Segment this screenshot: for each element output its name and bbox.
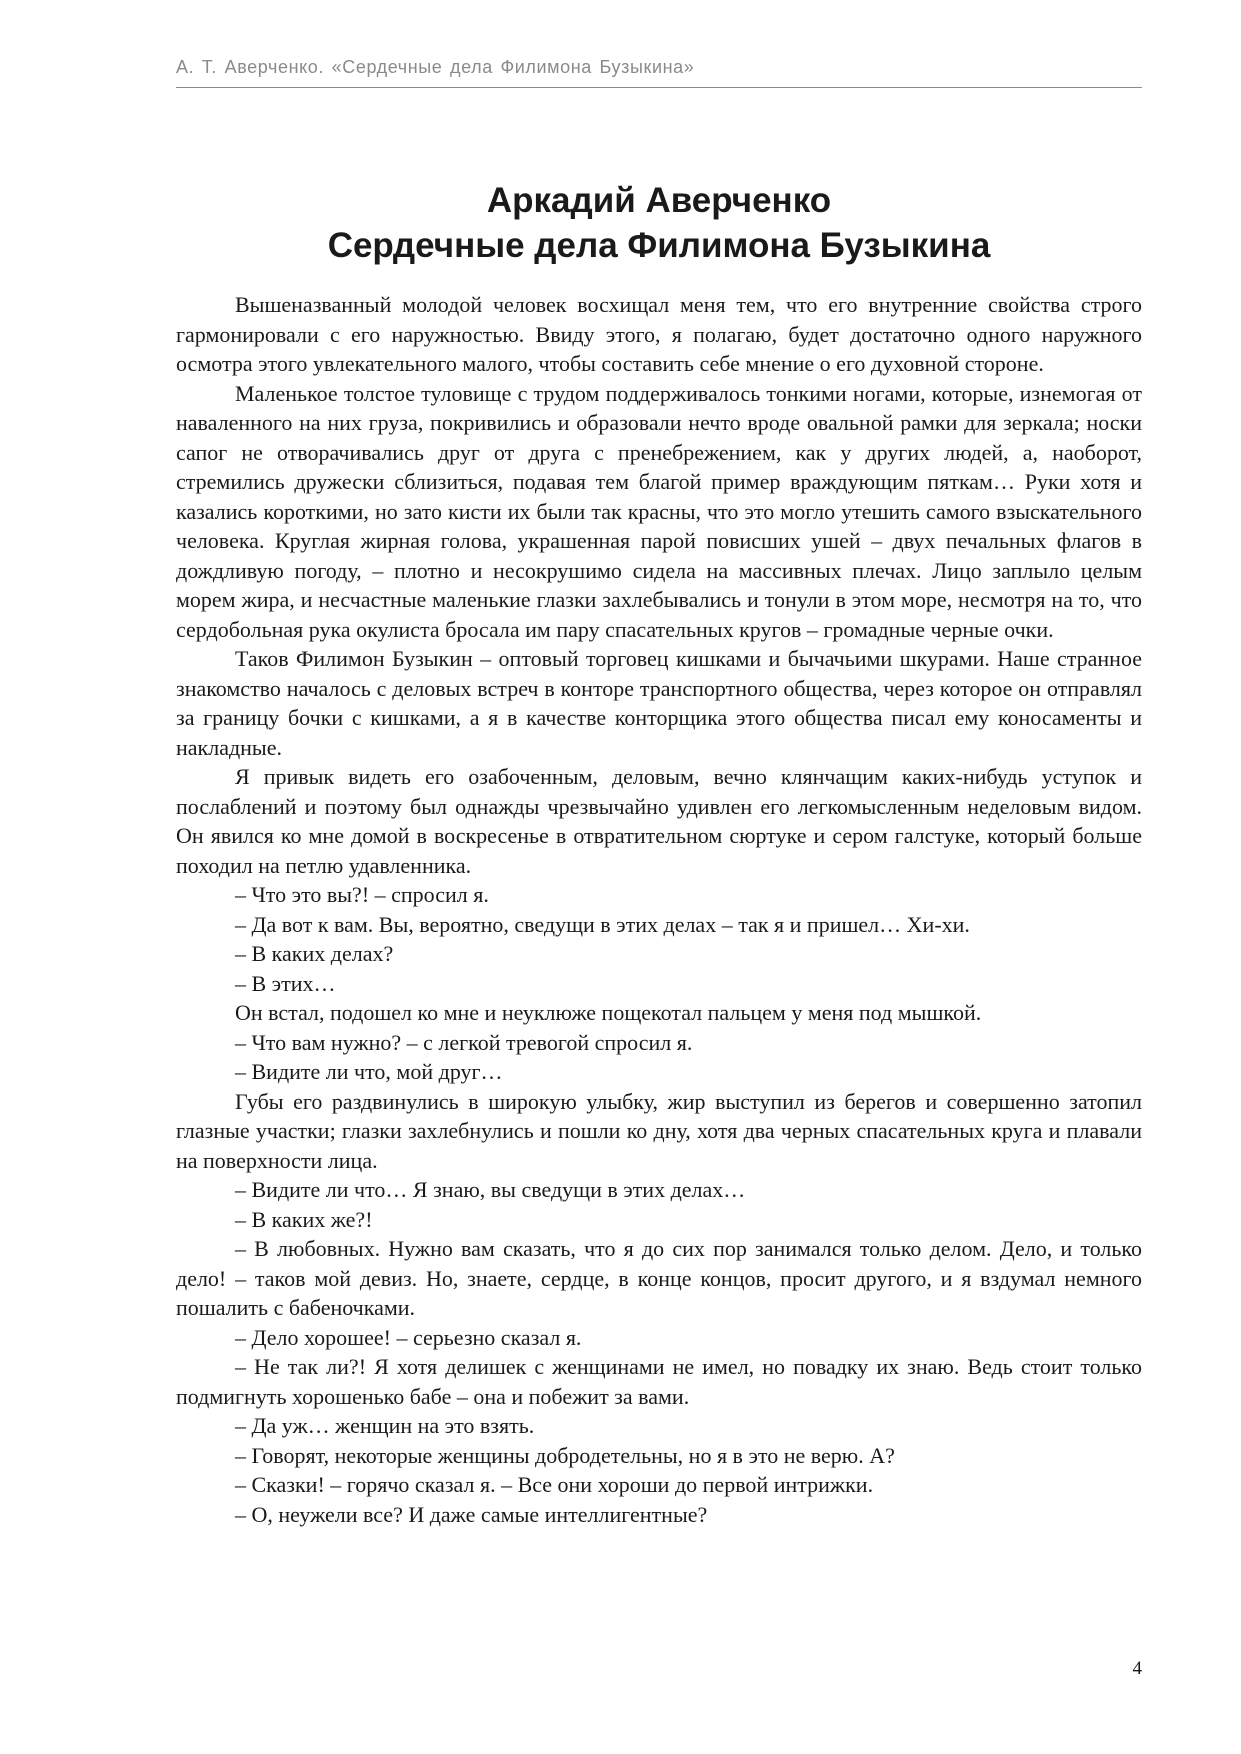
paragraph: Маленькое толстое туловище с трудом поддерживалось тонкими ногами, которые, изнемогая от наваленного на них груза, покривились и образовали нечто вроде овальной рамки для зеркала; носки сапог не отворачивались друг от друга с пренебрежением, как у других людей, а, наоборот, стремились дружески сблизиться, подавая тем благой пример враждующим пяткам… Руки хотя и казались короткими, но зато кисти их были так красны, что это могло утешить самого взыскательного человека. Круглая жирная голова, украшенная парой повисших ушей – двух печальных флагов в дождливую погоду, – плотно и несокрушимо сидела на массивных плечах. Лицо заплыло целым морем жира, и несчастные маленькие глазки захлебывались и тонули в этом море, несмотря на то, что сердобольная рука окулиста бросала им пару спасательных кругов – громадные черные очки. (176, 380, 1142, 642)
dialogue-line: – В каких же?! (235, 1206, 373, 1232)
paragraph: Вышеназванный молодой человек восхищал меня тем, что его внутренние свойства строго гармонировали с его наружностью. Ввиду этого, я полагаю, будет достаточно одного наружного осмотра этого увлекательного малого, чтобы составить себе мнение о его духовной стороне. (176, 292, 1142, 376)
dialogue-line: – Да уж… женщин на это взять. (235, 1413, 535, 1438)
running-header: А. Т. Аверченко. «Сердечные дела Филимона Бузыкина» (176, 57, 695, 77)
paragraph: Таков Филимон Бузыкин – оптовый торговец кишками и бычачьими шкурами. Наше странное знакомство началось с деловых встреч в конторе транспортного общества, через которое он отправлял за границу бочки с кишками, а я в качестве конторщика этого общества писал ему коносаменты и накладные. (176, 646, 1142, 760)
dialogue-line: – В каких делах? (235, 941, 394, 966)
dialogue-line: – Да вот к вам. Вы, вероятно, сведущи в этих делах – так я и пришел… Хи-хи. (235, 911, 970, 937)
header-divider (176, 87, 1142, 88)
dialogue-line: – Что вам нужно? – с легкой тревогой спросил я. (235, 1029, 693, 1055)
paragraph: Он встал, подошел ко мне и неуклюже пощекотал пальцем у меня под мышкой. (235, 1000, 982, 1025)
dialogue-line: – Сказки! – горячо сказал я. – Все они хороши до первой интрижки. (235, 1472, 874, 1497)
dialogue-line: – Не так ли?! Я хотя делишек с женщинами не имел, но повадку их знаю. Ведь стоит только подмигнуть хорошенько бабе – она и побежит за вами. (176, 1354, 1142, 1409)
dialogue-line: – Видите ли что, мой друг… (235, 1059, 503, 1084)
dialogue-line: – Дело хорошее! – серьезно сказал я. (235, 1324, 582, 1350)
author-name: Аркадий Аверченко (486, 181, 832, 220)
dialogue-line: – Говорят, некоторые женщины добродетельны, но я в это не верю. А? (235, 1442, 895, 1468)
dialogue-line: – Что это вы?! – спросил я. (235, 882, 489, 907)
page-number: 4 (1132, 1658, 1142, 1679)
work-title: Сердечные дела Филимона Бузыкина (327, 226, 991, 265)
dialogue-line: – Видите ли что… Я знаю, вы сведущи в этих делах… (235, 1177, 746, 1202)
dialogue-line: – В этих… (235, 970, 336, 996)
body-text (176, 290, 1142, 1529)
dialogue-line: – В любовных. Нужно вам сказать, что я до сих пор занимался только делом. Дело, и только дело! – таков мой девиз. Но, знаете, сердце, в конце концов, просит другого, и я вздумал немного пошалить с бабеночками. (176, 1236, 1142, 1320)
paragraph: Я привык видеть его озабоченным, деловым, вечно клянчащим каких-нибудь уступок и послаблений и поэтому был однажды чрезвычайно удивлен его легкомысленным неделовым видом. Он явился ко мне домой в воскресенье в отвратительном сюртуке и сером галстуке, который больше походил на петлю удавленника. (176, 764, 1142, 878)
dialogue-line: – О, неужели все? И даже самые интеллигентные? (235, 1501, 708, 1527)
title-block (176, 178, 1142, 268)
paragraph: Губы его раздвинулись в широкую улыбку, жир выступил из берегов и совершенно затопил глазные участки; глазки захлебнулись и пошли ко дну, хотя два черных спасательных круга и плавали на поверхности лица. (176, 1088, 1142, 1173)
